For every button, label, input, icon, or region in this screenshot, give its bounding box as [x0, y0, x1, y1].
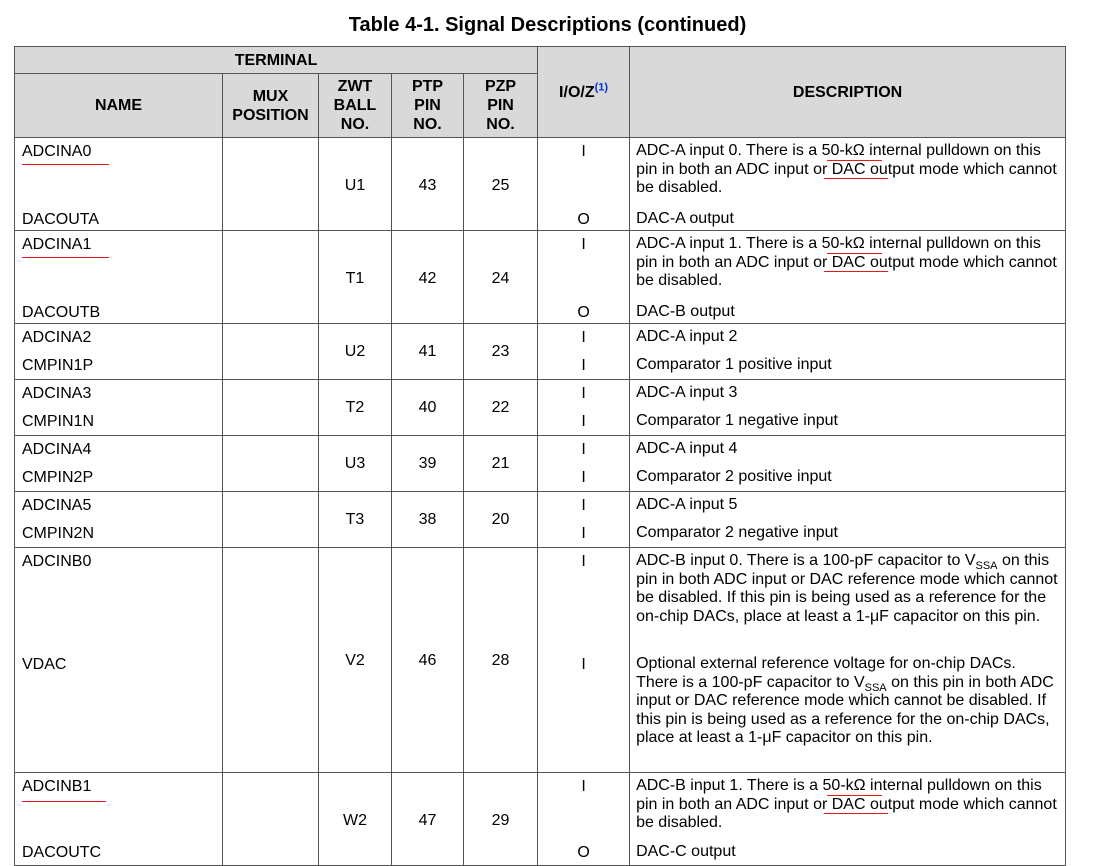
ptp-pin: 41 [418, 343, 437, 360]
ptp-pin: 43 [418, 177, 437, 194]
ptp-pin: 42 [418, 270, 437, 287]
pin-name: CMPIN2N [22, 525, 95, 542]
red-underline [827, 253, 882, 254]
pin-name: ADCINB0 [22, 553, 92, 570]
table-row [15, 773, 1066, 866]
pin-name: ADCINB1 [22, 778, 92, 795]
ptp-pin: 47 [418, 812, 437, 829]
ptp-pin: 38 [418, 511, 437, 528]
description-text: ADC-B input 0. There is a 100-pF capacitor to $V_{SSA}$ on this pin in both ADC input or DAC reference mode which cannot be disabled. If this pin is being used as a reference for the on-chip DACs, place at least a 1-μF capacitor on this pin. [636, 552, 1058, 625]
pzp-pin: 24 [491, 270, 510, 287]
zwt-ball: T3 [345, 511, 365, 528]
pzp-header: PZP PIN NO. [464, 74, 538, 138]
io-type: I [581, 385, 586, 402]
description-text: DAC-B output [636, 303, 735, 320]
pin-name: DACOUTB [22, 304, 101, 321]
pzp-pin: 21 [491, 455, 510, 472]
io-type: I [581, 553, 586, 570]
red-underline [824, 813, 888, 814]
mux-position-header: MUX POSITION [223, 74, 319, 138]
zwt-ball: U3 [344, 455, 366, 472]
red-underline [827, 160, 882, 161]
io-type: I [581, 413, 586, 430]
zwt-ball: U2 [344, 343, 366, 360]
pzp-pin: 22 [491, 399, 510, 416]
description-text: ADC-A input 4 [636, 440, 738, 457]
description-text: ADC-A input 1. There is a 50-kΩ internal pulldown on this pin in both an ADC input or DAC output mode which cannot be disabled. [636, 235, 1057, 289]
io-type: I [581, 329, 586, 346]
table-row [15, 138, 1066, 231]
red-underline [22, 801, 106, 802]
zwt-ball: V2 [345, 652, 365, 669]
description-text: ADC-A input 3 [636, 384, 738, 401]
description-text: Optional external reference voltage for on-chip DACs. There is a 100-pF capacitor to $V_{SSA}$ on this pin in both ADC input or DAC reference mode which cannot be disabled. If this pin is being used as a reference for the on-chip DACs, place at least a 1-μF capacitor on this pin. [636, 655, 1054, 746]
pin-name: ADCINA5 [22, 497, 92, 514]
signal-descriptions-table [14, 46, 1066, 866]
pzp-pin: 28 [491, 652, 510, 669]
pin-name: ADCINA4 [22, 441, 92, 458]
pin-name: CMPIN2P [22, 469, 94, 486]
red-underline [824, 271, 888, 272]
description-header: DESCRIPTION [630, 47, 1066, 138]
description-text: ADC-A input 2 [636, 328, 738, 345]
zwt-ball: U1 [344, 177, 366, 194]
pin-name: DACOUTA [22, 211, 100, 228]
pin-name: DACOUTC [22, 844, 102, 861]
table-row [15, 492, 1066, 548]
pin-name: CMPIN1P [22, 357, 94, 374]
ioz-header: I/O/Z$^{(1)}$ [538, 47, 630, 138]
pin-name: ADCINA2 [22, 329, 92, 346]
description-text: Comparator 2 positive input [636, 468, 832, 485]
io-type: I [581, 778, 586, 795]
table-row [15, 380, 1066, 436]
io-type: I [581, 441, 586, 458]
io-type: I [581, 525, 586, 542]
description-text: DAC-C output [636, 843, 736, 860]
io-type: I [581, 357, 586, 374]
red-underline [827, 795, 882, 796]
red-underline [824, 178, 888, 179]
pin-name: ADCINA3 [22, 385, 92, 402]
pin-name: ADCINA1 [22, 236, 92, 253]
io-type: O [577, 304, 590, 321]
zwt-ball: T2 [345, 399, 365, 416]
table-title: Table 4-1. Signal Descriptions (continued) [348, 14, 747, 36]
description-text: ADC-A input 0. There is a 50-kΩ internal pulldown on this pin in both an ADC input or DAC output mode which cannot be disabled. [636, 142, 1057, 196]
ptp-pin: 40 [418, 399, 437, 416]
ptp-header: PTP PIN NO. [392, 74, 464, 138]
description-text: ADC-B input 1. There is a 50-kΩ internal pulldown on this pin in both an ADC input or DAC output mode which cannot be disabled. [636, 777, 1057, 831]
name-header: NAME [15, 74, 223, 138]
io-type: I [581, 656, 586, 673]
pzp-pin: 23 [491, 343, 510, 360]
io-type: I [581, 236, 586, 253]
pzp-pin: 20 [491, 511, 510, 528]
zwt-ball: W2 [343, 812, 367, 829]
pin-name: VDAC [22, 656, 67, 673]
zwt-header: ZWT BALL NO. [319, 74, 392, 138]
pzp-pin: 29 [491, 812, 510, 829]
footnote-link[interactable]: (1) [594, 81, 609, 94]
ptp-pin: 39 [418, 455, 437, 472]
io-type: O [577, 211, 590, 228]
description-text: Comparator 1 negative input [636, 412, 838, 429]
ptp-pin: 46 [418, 652, 437, 669]
zwt-ball: T1 [345, 270, 365, 287]
red-underline [22, 164, 109, 165]
terminal-header: TERMINAL [15, 47, 538, 74]
description-text: ADC-A input 5 [636, 496, 738, 513]
table-row [15, 231, 1066, 324]
io-type: I [581, 143, 586, 160]
pin-name: CMPIN1N [22, 413, 95, 430]
io-type: I [581, 469, 586, 486]
table-row [15, 548, 1066, 773]
io-type: O [577, 844, 590, 861]
description-text: DAC-A output [636, 210, 734, 227]
io-type: I [581, 497, 586, 514]
table-row [15, 436, 1066, 492]
table-row [15, 324, 1066, 380]
description-text: Comparator 2 negative input [636, 524, 838, 541]
pzp-pin: 25 [491, 177, 510, 194]
description-text: Comparator 1 positive input [636, 356, 832, 373]
pin-name: ADCINA0 [22, 143, 92, 160]
red-underline [22, 257, 109, 258]
